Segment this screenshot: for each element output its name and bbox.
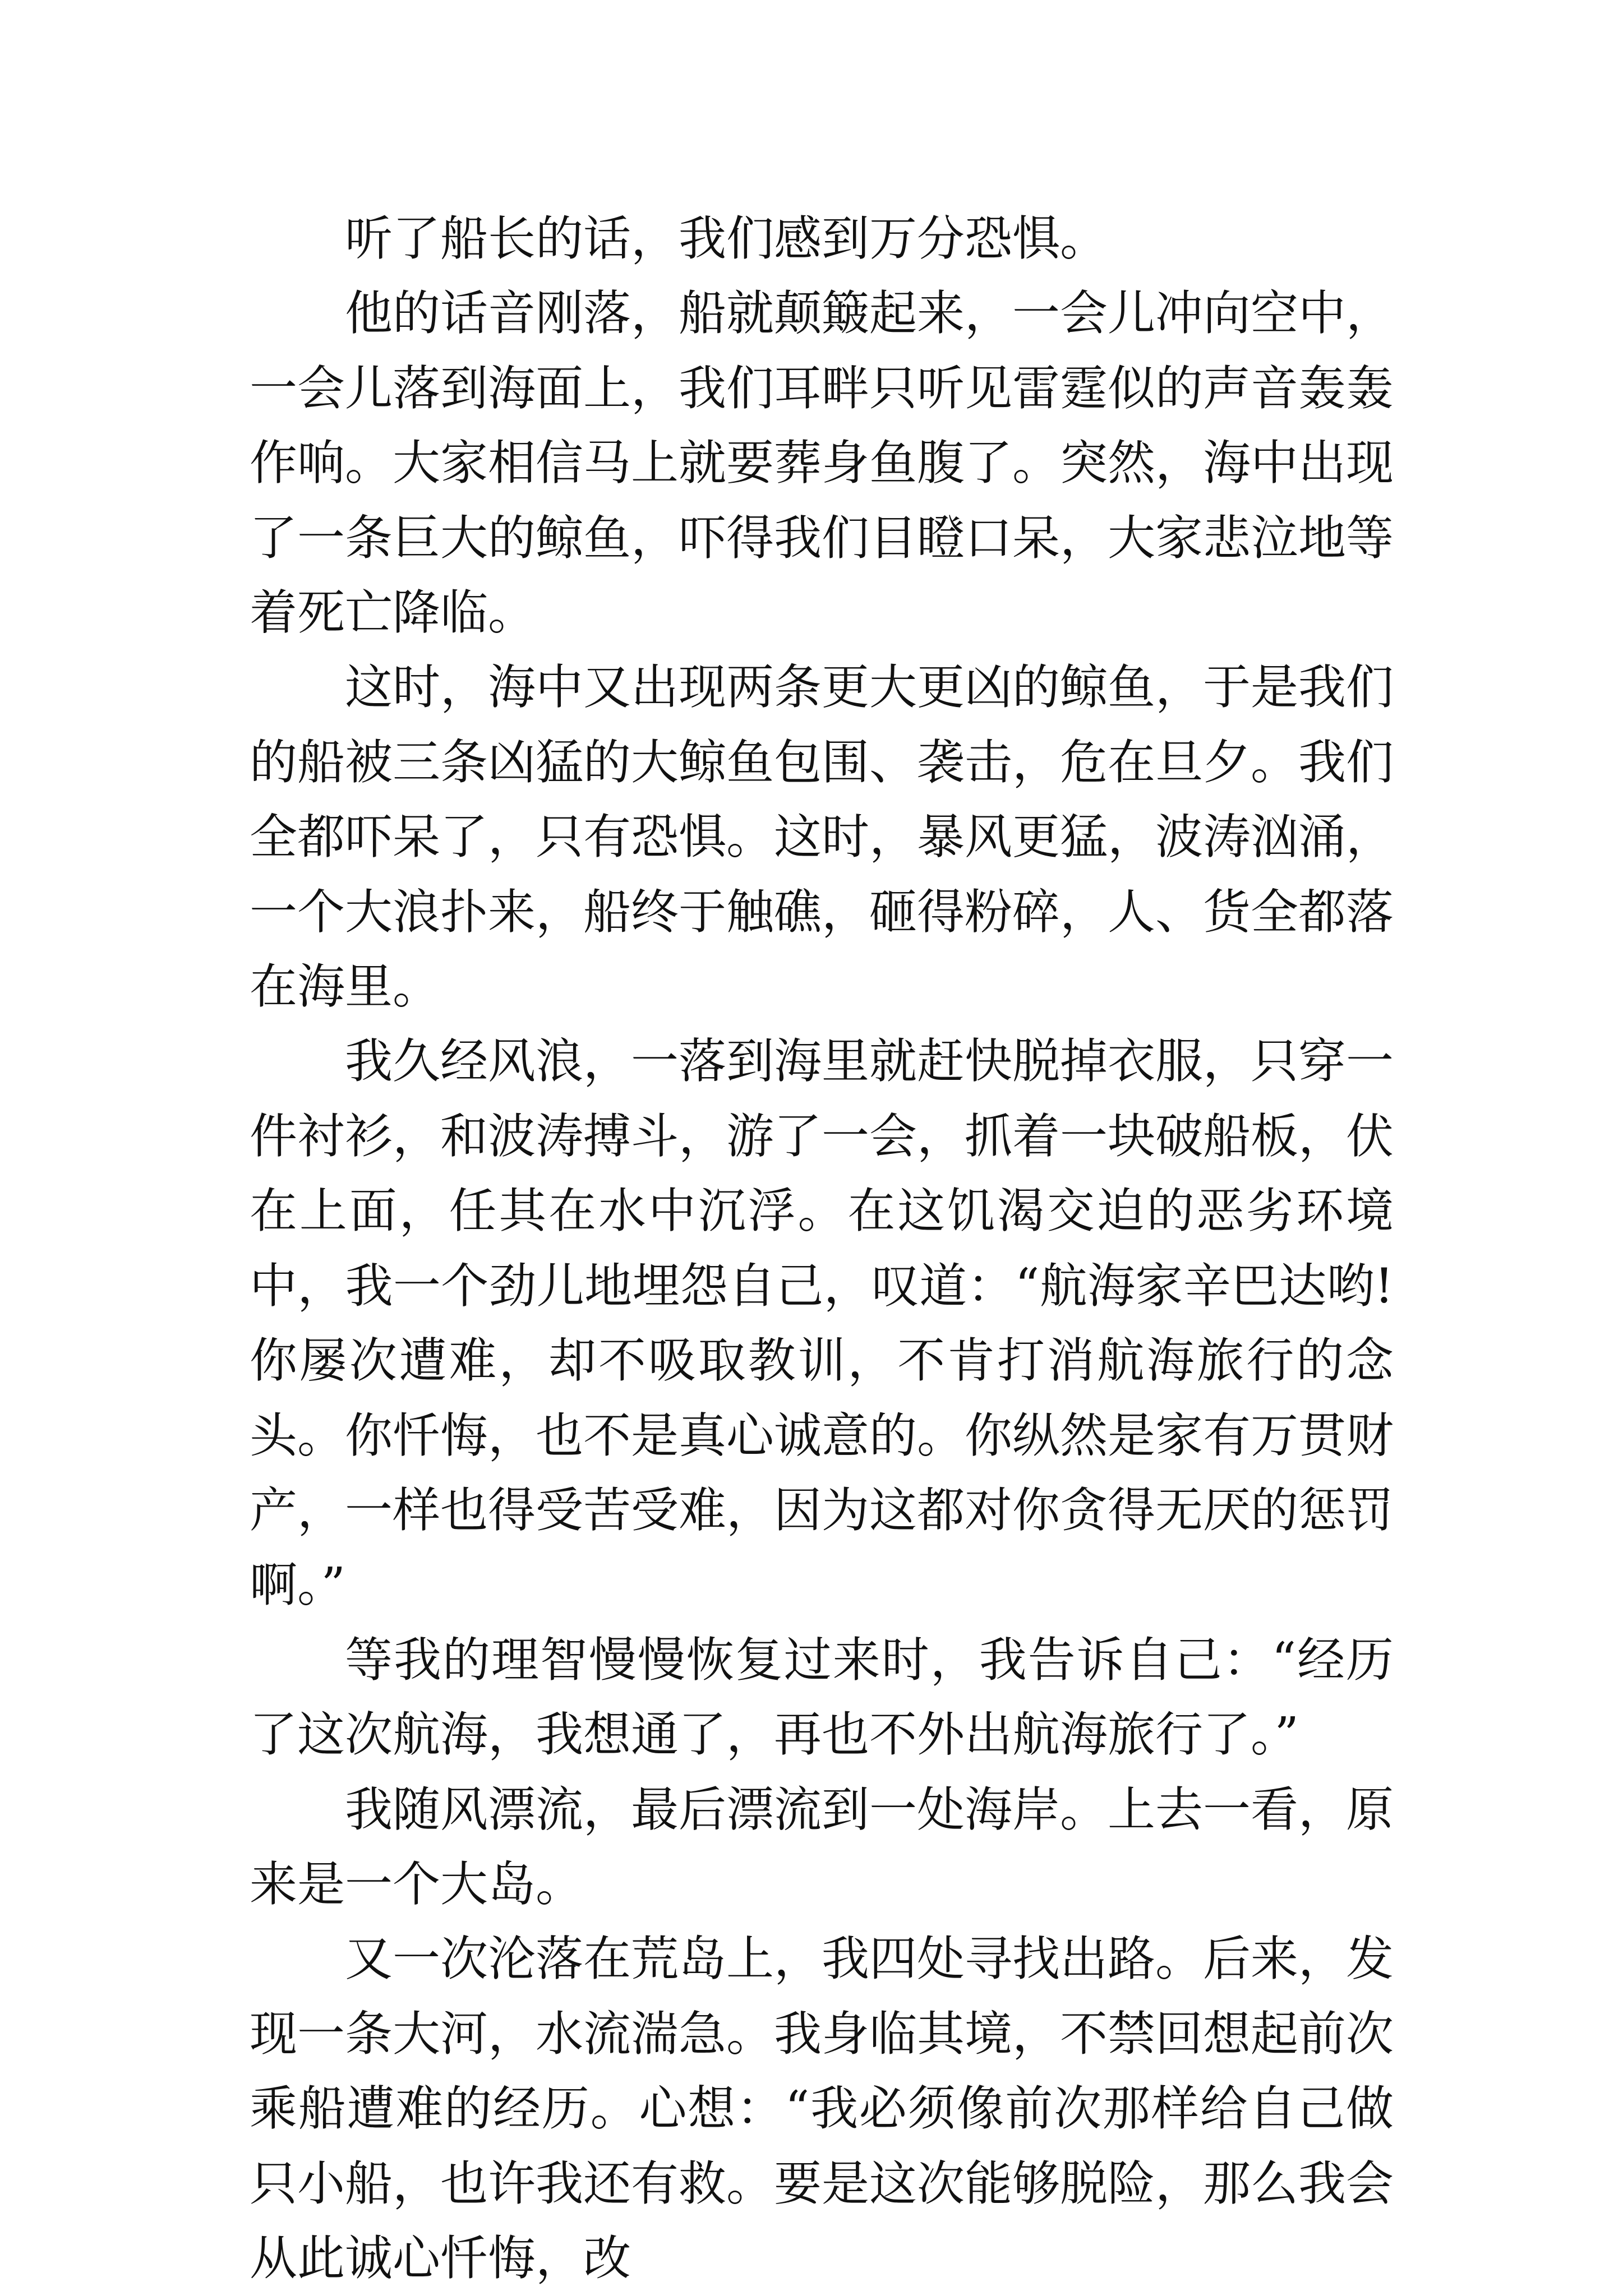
- paragraph-7: 又一次沦落在荒岛上，我四处寻找出路。后来，发现一条大河，水流湍急。我身临其境，不禁回想起前次乘船遭难的经历。心想：“我必须像前次那样给自己做只小船，也许我还有救。要是这次能够脱险，那么我会从此诚心忏悔，改: [250, 1932, 1394, 2286]
- paragraph-1: 听了船长的话，我们感到万分恐惧。: [345, 211, 1108, 267]
- paragraph-6: 我随风漂流，最后漂流到一处海岸。上去一看，原来是一个大岛。: [250, 1782, 1394, 1912]
- paragraph-3: 这时，海中又出现两条更大更凶的鲸鱼，于是我们的船被三条凶猛的大鲸鱼包围、袭击，危在旦夕。我们全都吓呆了，只有恐惧。这时，暴风更猛，波涛汹涌，一个大浪扑来，船终于触礁，砸得粉碎，人、货全都落在海里。: [250, 660, 1394, 1015]
- story-text: [250, 202, 1394, 2296]
- paragraph-5: 等我的理智慢慢恢复过来时，我告诉自己：“经历了这次航海，我想通了，再也不外出航海旅行了。”: [250, 1632, 1394, 1763]
- paragraph-2: 他的话音刚落，船就颠簸起来，一会儿冲向空中，一会儿落到海面上，我们耳畔只听见雷霆似的声音轰轰作响。大家相信马上就要葬身鱼腹了。突然，海中出现了一条巨大的鲸鱼，吓得我们目瞪口呆，大家悲泣地等着死亡降临。: [250, 286, 1394, 641]
- paragraph-4: 我久经风浪，一落到海里就赶快脱掉衣服，只穿一件衬衫，和波涛搏斗，游了一会，抓着一块破船板，伏在上面，任其在水中沉浮。在这饥渴交迫的恶劣环境中，我一个劲儿地埋怨自己，叹道：“航海家辛巴达哟!你屡次遭难，却不吸取教训，不肯打消航海旅行的念头。你忏悔，也不是真心诚意的。你纵然是家有万贯财产，一样也得受苦受难，因为这都对你贪得无厌的惩罚啊。”: [250, 1034, 1394, 1614]
